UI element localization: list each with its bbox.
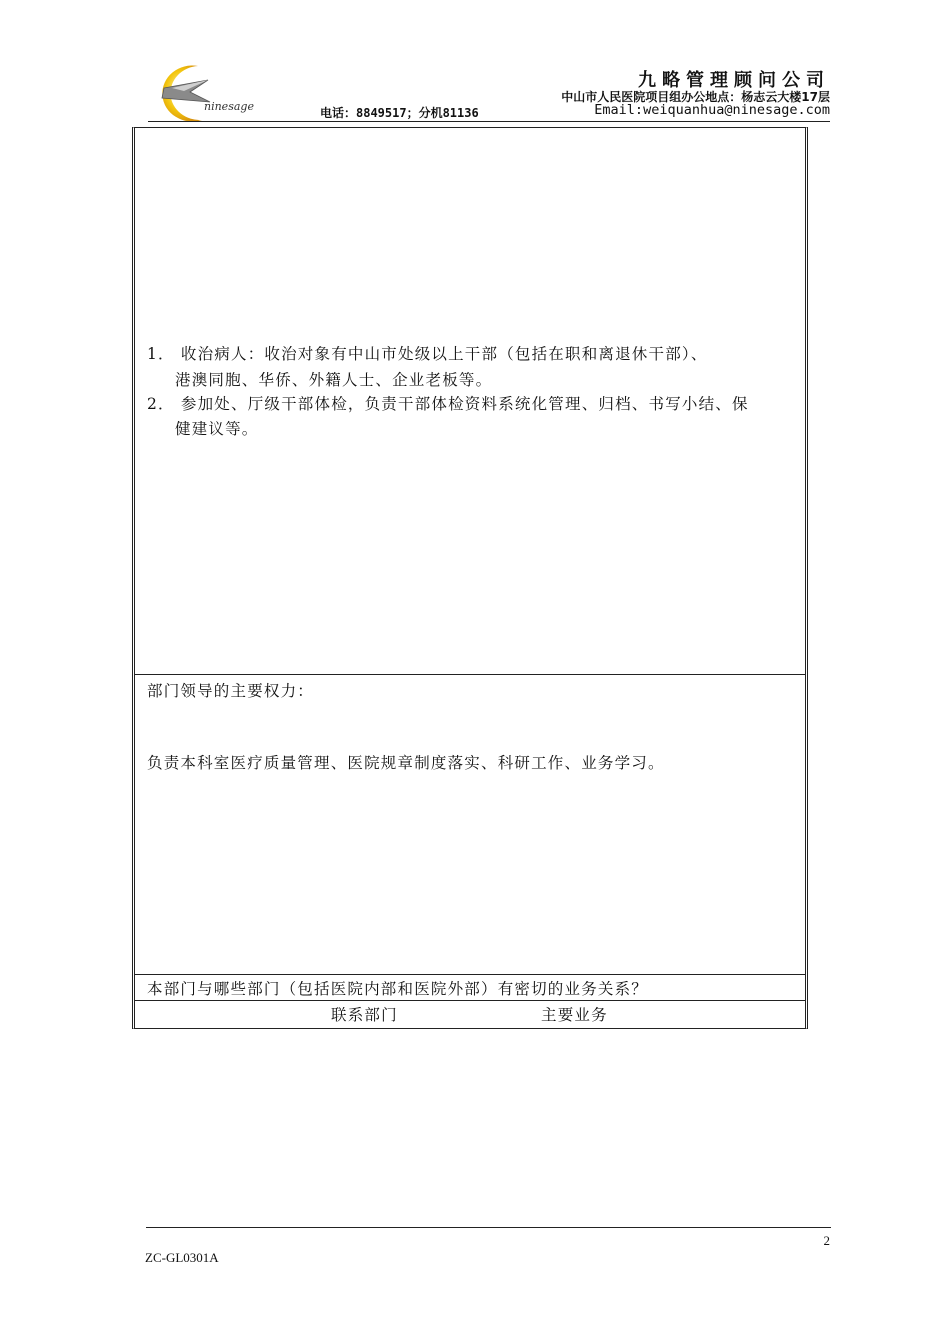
footer-divider <box>146 1227 831 1228</box>
duty-item-2-line-2: 健建议等。 <box>175 420 259 438</box>
duty-item-2-line-1: 2． 参加处、厅级干部体检，负责干部体检资料系统化管理、归档、书写小结、保 <box>147 395 749 413</box>
header-divider <box>148 121 830 122</box>
office-address: 中山市人民医院项目组办公地点：杨志云大楼17层 <box>561 90 830 104</box>
company-name: 九略管理顾问公司 <box>638 70 830 91</box>
job-description-table <box>132 127 808 1029</box>
company-logo <box>150 58 268 124</box>
phone-number: 电话：8849517；分机81136 <box>320 106 479 120</box>
relations-question: 本部门与哪些部门（包括医院内部和医院外部）有密切的业务关系？ <box>147 980 649 998</box>
column-header-business: 主要业务 <box>541 1006 608 1024</box>
logo-emblem <box>150 58 268 124</box>
column-header-department: 联系部门 <box>331 1006 398 1024</box>
duty-item-1-line-2: 港澳同胞、华侨、外籍人士、企业老板等。 <box>175 371 493 389</box>
duty-item-1-line-1: 1． 收治病人：收治对象有中山市处级以上干部（包括在职和离退休干部）、 <box>147 345 708 363</box>
page-number: 2 <box>823 1233 830 1248</box>
row-divider <box>135 974 805 975</box>
row-divider <box>135 674 805 675</box>
authority-content: 负责本科室医疗质量管理、医院规章制度落实、科研工作、业务学习。 <box>147 754 665 772</box>
svg-text:ninesage: ninesage <box>204 100 254 113</box>
document-code: ZC-GL0301A <box>145 1250 219 1265</box>
row-divider <box>135 1000 805 1001</box>
authority-label: 部门领导的主要权力： <box>147 682 315 700</box>
email-address: Email:weiquanhua@ninesage.com <box>594 102 830 118</box>
